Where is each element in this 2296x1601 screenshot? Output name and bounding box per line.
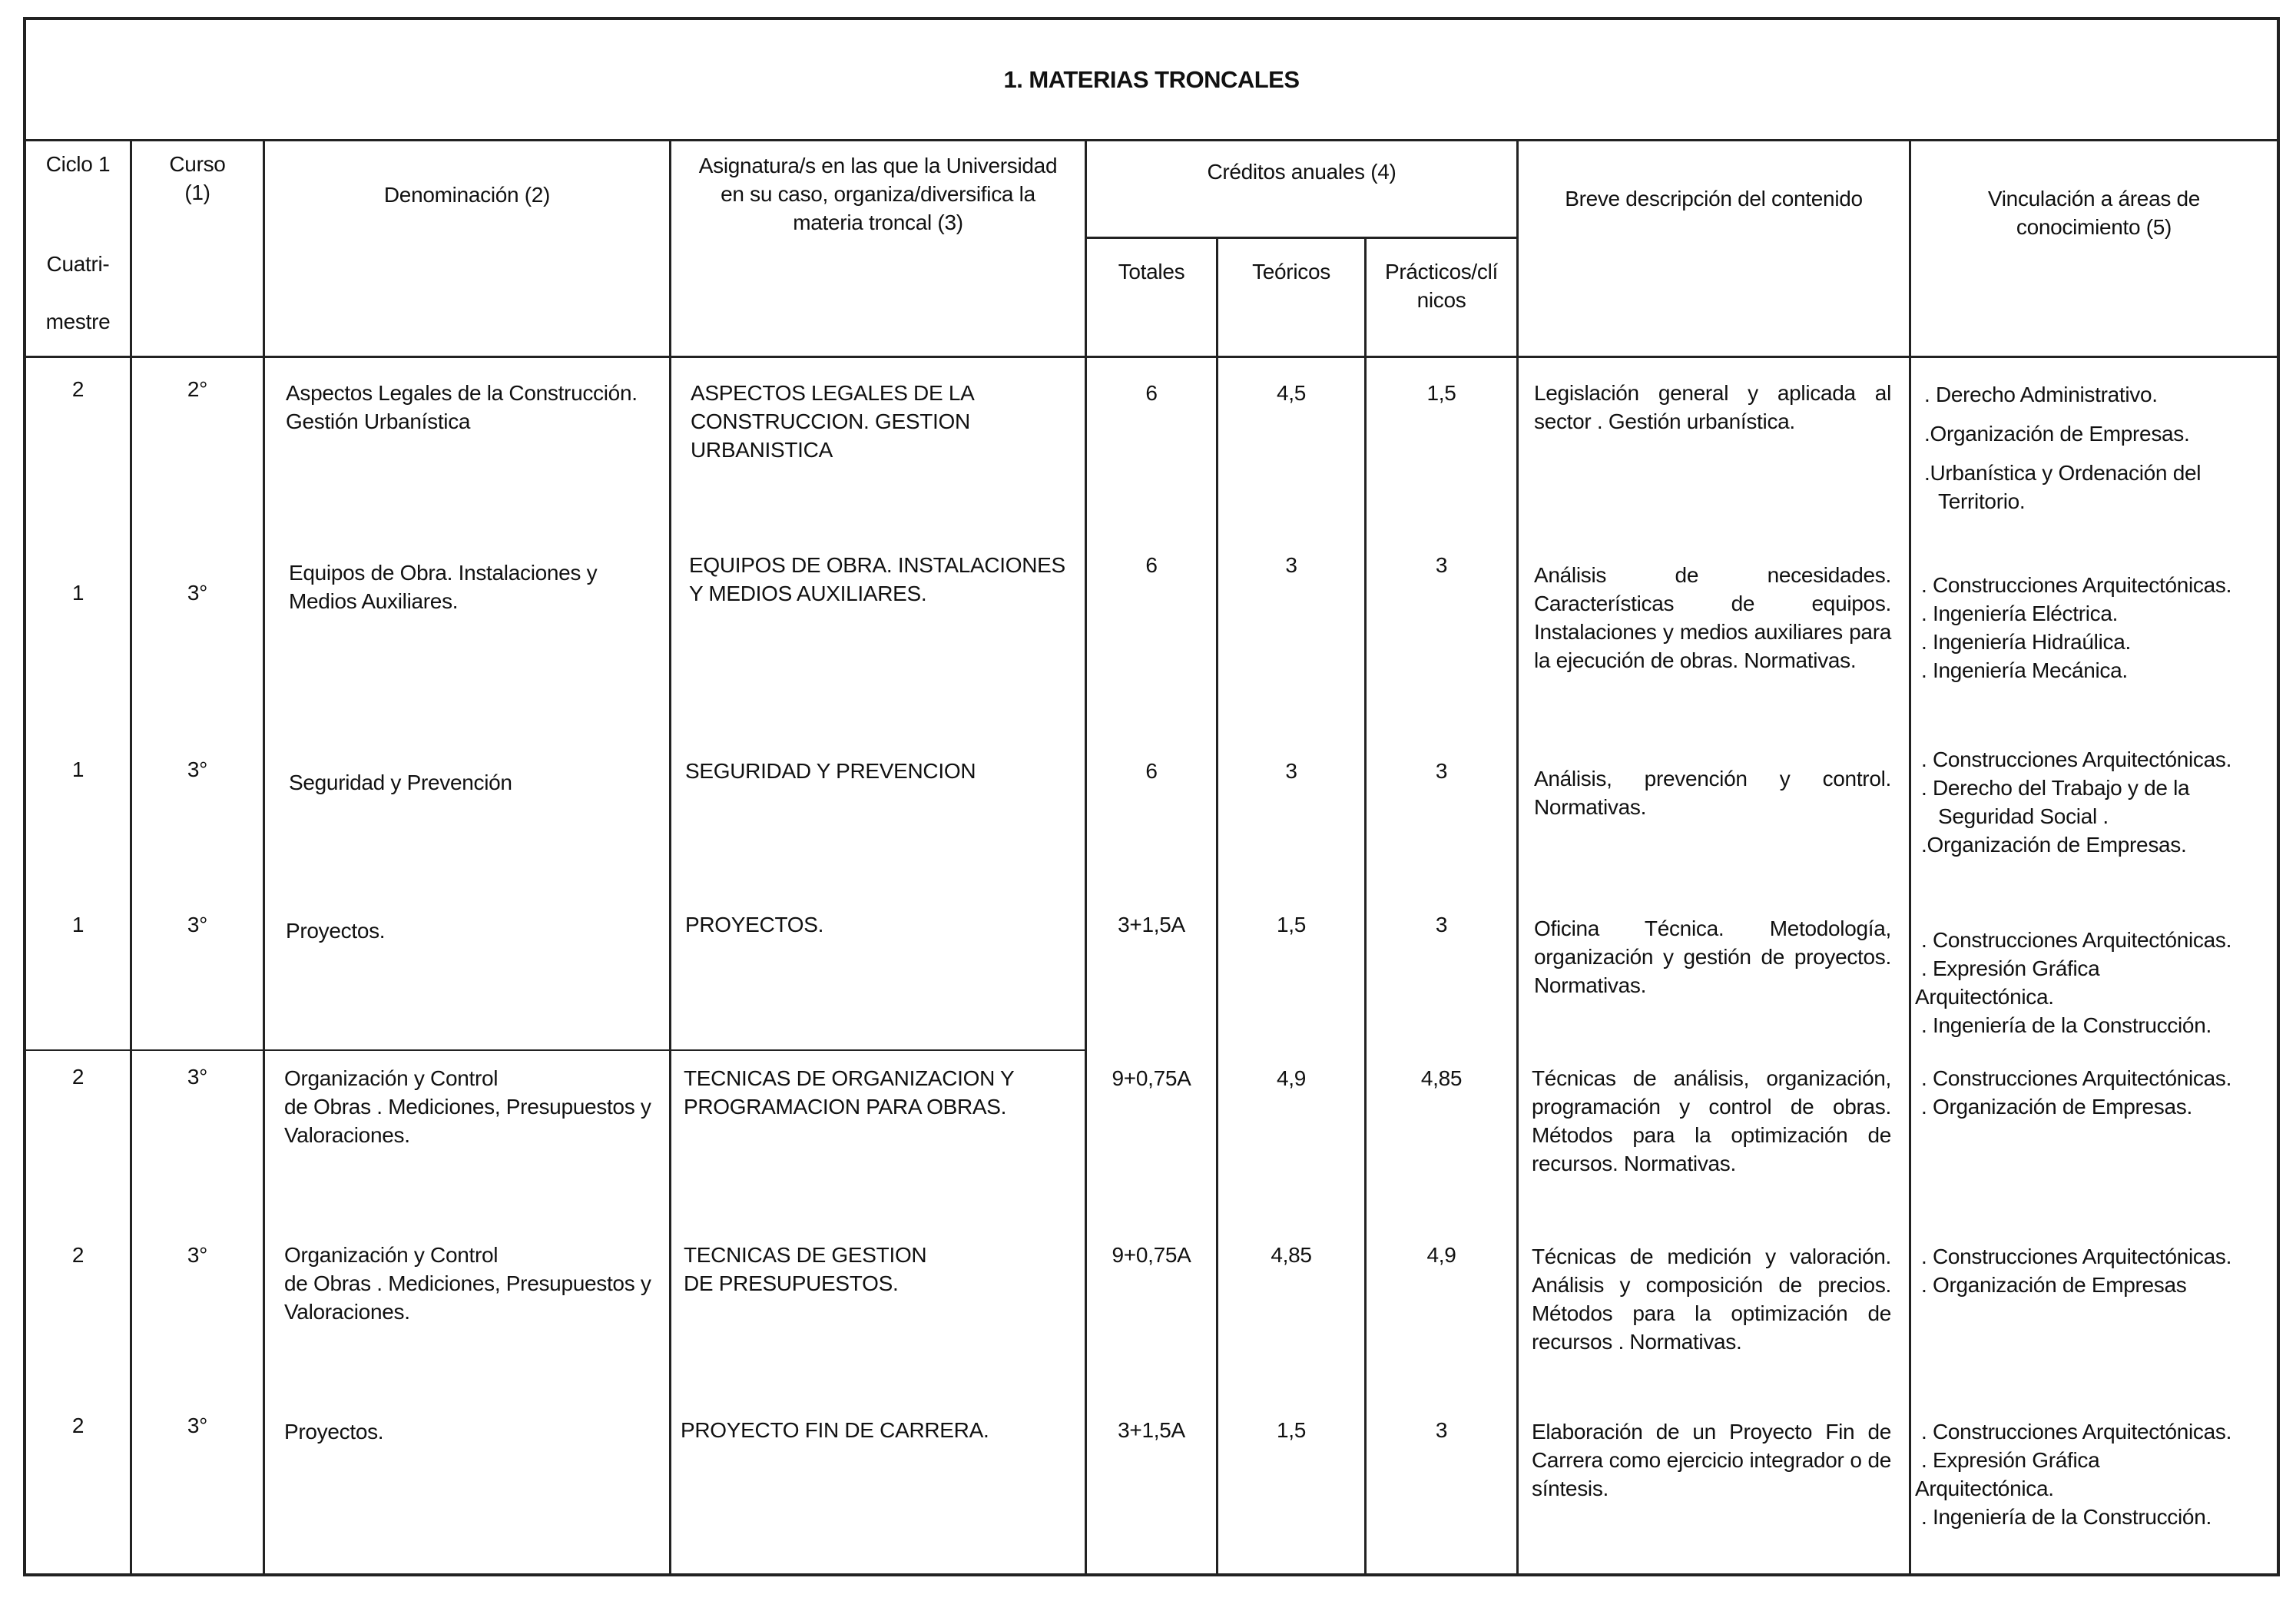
row1-ciclo: 2 — [71, 377, 84, 401]
vinculacion-line: . Derecho del Trabajo y de la — [1921, 775, 2190, 800]
vinculacion-line: .Organización de Empresas. — [1921, 832, 2187, 857]
denominacion-line: de Obras . Mediciones, Presupuestos y — [284, 1094, 651, 1119]
row1-asignatura — [691, 380, 1075, 465]
vinculacion-line: . Expresión Gráfica — [1921, 1447, 2100, 1472]
grid-line — [1085, 237, 1519, 239]
row6-curso: 3° — [187, 1243, 208, 1267]
header-ciclo: Ciclo 1 — [45, 152, 111, 176]
denominacion-line: Gestión Urbanística — [286, 409, 471, 433]
vinculacion-line: Arquitectónica. — [1915, 1476, 2054, 1500]
row3-asignatura — [685, 757, 1069, 786]
vinculacion-line: . Construcciones Arquitectónicas. — [1921, 1245, 2232, 1268]
row4-teoricos: 1,5 — [1276, 913, 1307, 936]
row2-ciclo: 1 — [71, 581, 84, 605]
row1-vinculacion — [1924, 381, 2274, 516]
row6-asignatura — [684, 1241, 1075, 1298]
vinculacion-line: . Construcciones Arquitectónicas. — [1921, 1420, 2232, 1444]
denominacion-line: Valoraciones. — [284, 1299, 410, 1324]
header-vinculacion-line: conocimiento (5) — [2016, 214, 2172, 239]
row1-teoricos: 4,5 — [1276, 381, 1307, 405]
vinculacion-line: . Expresión Gráfica — [1921, 956, 2100, 980]
grid-line — [1216, 237, 1218, 1573]
title-bar — [26, 20, 2277, 141]
asignatura-line: Y MEDIOS AUXILIARES. — [689, 581, 927, 605]
vinculacion-line: . Ingeniería de la Construcción. — [1921, 1504, 2212, 1529]
row6-denominacion — [284, 1241, 668, 1327]
row6-practicos: 4,9 — [1426, 1243, 1456, 1267]
vinculacion-line: Arquitectónica. — [1915, 984, 2054, 1009]
vinculacion-line: Seguridad Social . — [1938, 804, 2109, 828]
vinculacion-line: . Derecho Administrativo. — [1924, 383, 2158, 406]
vinculacion-line: . Ingeniería Eléctrica. — [1921, 601, 2119, 625]
row2-descripcion: Análisis de necesidades. Características de equipos. Instalaciones y medios auxiliares para la ejecución de obras. Normativas. — [1534, 563, 1891, 672]
asignatura-line: ASPECTOS LEGALES DE LA — [691, 381, 975, 405]
grid-line — [669, 139, 671, 1573]
row1-denominacion — [286, 380, 662, 436]
vinculacion-line: . Ingeniería Hidraúlica. — [1921, 629, 2131, 654]
header-vinculacion-line: Vinculación a áreas de — [1987, 187, 2201, 210]
grid-line — [1364, 237, 1367, 1573]
denominacion-line: Proyectos. — [284, 1420, 384, 1444]
header-curso-2: (1) — [184, 181, 210, 204]
vinculacion-line: . Construcciones Arquitectónicas. — [1921, 928, 2232, 952]
grid-line — [1516, 139, 1519, 1573]
vinculacion-line: . Organización de Empresas — [1921, 1272, 2187, 1297]
row4-descripcion: Oficina Técnica. Metodología, organización y gestión de proyectos. Normativas. — [1534, 917, 1891, 997]
asignatura-line: SEGURIDAD Y PREVENCION — [685, 759, 976, 783]
vinculacion-line: . Construcciones Arquitectónicas. — [1921, 1066, 2232, 1090]
grid-line — [130, 139, 132, 1573]
table-title: 1. MATERIAS TRONCALES — [1003, 66, 1300, 93]
row7-totales: 3+1,5A — [1118, 1418, 1185, 1442]
vinculacion-line: . Ingeniería Mecánica. — [1921, 658, 2128, 682]
vinculacion-line: . Organización de Empresas. — [1921, 1094, 2192, 1119]
header-vinculacion — [1911, 185, 2277, 242]
row2-asignatura — [689, 552, 1073, 608]
row3-practicos: 3 — [1435, 759, 1448, 783]
vinculacion-line: Territorio. — [1938, 489, 2026, 513]
row5-ciclo: 2 — [71, 1065, 84, 1089]
row3-teoricos: 3 — [1285, 759, 1297, 783]
row3-curso: 3° — [187, 757, 208, 781]
row2-denominacion — [289, 559, 665, 616]
grid-line — [1909, 139, 1911, 1573]
header-cuatrimestre-2: mestre — [45, 310, 111, 333]
row4-denominacion — [286, 917, 662, 946]
header-asignatura-line: en su caso, organiza/diversifica la — [721, 181, 1035, 206]
denominacion-line: Organización y Control — [284, 1066, 499, 1090]
vinculacion-line: .Urbanística y Ordenación del — [1924, 460, 2202, 485]
header-cuatrimestre-1: Cuatri- — [46, 252, 110, 276]
asignatura-line: DE PRESUPUESTOS. — [684, 1271, 899, 1295]
asignatura-line: CONSTRUCCION. GESTION — [691, 409, 970, 433]
header-practicos-line: nicos — [1416, 287, 1466, 312]
denominacion-line: Aspectos Legales de la Construcción. — [286, 381, 638, 405]
row1-totales: 6 — [1145, 381, 1158, 405]
row2-teoricos: 3 — [1285, 553, 1297, 577]
header-practicos-line: Prácticos/clí — [1384, 260, 1499, 283]
row7-asignatura — [681, 1417, 1072, 1445]
row3-ciclo: 1 — [71, 757, 84, 781]
asignatura-line: PROGRAMACION PARA OBRAS. — [684, 1094, 1007, 1119]
row3-descripcion: Análisis, prevención y control. Normativas. — [1534, 767, 1891, 819]
row2-curso: 3° — [187, 581, 208, 605]
asignatura-line: EQUIPOS DE OBRA. INSTALACIONES — [689, 553, 1065, 577]
row4-asignatura — [685, 911, 1069, 940]
row7-teoricos: 1,5 — [1276, 1418, 1307, 1442]
row3-totales: 6 — [1145, 759, 1158, 783]
header-creditos: Créditos anuales (4) — [1207, 160, 1396, 184]
row5-curso: 3° — [187, 1065, 208, 1089]
row2-practicos: 3 — [1435, 553, 1448, 577]
denominacion-line: Medios Auxiliares. — [289, 588, 459, 613]
header-totales: Totales — [1118, 260, 1185, 283]
row6-vinculacion — [1921, 1243, 2278, 1300]
denominacion-line: de Obras . Mediciones, Presupuestos y — [284, 1271, 651, 1295]
row2-totales: 6 — [1145, 553, 1158, 577]
header-denominacion: Denominación (2) — [383, 183, 551, 207]
row6-teoricos: 4,85 — [1271, 1243, 1312, 1267]
row3-denominacion — [289, 769, 665, 797]
asignatura-line: TECNICAS DE ORGANIZACION Y — [684, 1066, 1015, 1090]
header-asignatura — [671, 152, 1085, 237]
row7-descripcion: Elaboración de un Proyecto Fin de Carrera como ejercicio integrador o de síntesis. — [1532, 1420, 1891, 1500]
row4-curso: 3° — [187, 913, 208, 936]
row4-ciclo: 1 — [71, 913, 84, 936]
row7-practicos: 3 — [1435, 1418, 1448, 1442]
row5-descripcion: Técnicas de análisis, organización, programación y control de obras. Métodos para la optimización de recursos. Normativas. — [1532, 1066, 1891, 1175]
header-asignatura-line: materia troncal (3) — [793, 210, 963, 234]
row6-totales: 9+0,75A — [1112, 1243, 1191, 1267]
row3-vinculacion — [1921, 746, 2278, 860]
grid-line — [26, 356, 2277, 358]
row5-practicos: 4,85 — [1420, 1066, 1463, 1090]
vinculacion-line: .Organización de Empresas. — [1924, 421, 2190, 446]
row5-teoricos: 4,9 — [1276, 1066, 1307, 1090]
header-descripcion: Breve descripción del contenido — [1565, 187, 1863, 210]
row7-curso: 3° — [187, 1414, 208, 1437]
asignatura-line: PROYECTO FIN DE CARRERA. — [681, 1418, 989, 1442]
denominacion-line: Equipos de Obra. Instalaciones y — [289, 561, 598, 585]
vinculacion-line: . Ingeniería de la Construcción. — [1921, 1013, 2212, 1037]
vinculacion-line: . Construcciones Arquitectónicas. — [1921, 747, 2232, 771]
denominacion-line: Organización y Control — [284, 1243, 499, 1267]
asignatura-line: TECNICAS DE GESTION — [684, 1243, 927, 1267]
row5-asignatura — [684, 1065, 1075, 1122]
row2-vinculacion — [1921, 572, 2278, 685]
grid-line — [263, 139, 265, 1573]
asignatura-line: PROYECTOS. — [685, 913, 824, 936]
materias-troncales-table — [23, 17, 2280, 1576]
vinculacion-line: . Construcciones Arquitectónicas. — [1921, 573, 2232, 597]
row4-vinculacion — [1915, 926, 2278, 1040]
row6-descripcion: Técnicas de medición y valoración. Análisis y composición de precios. Métodos para la optimización de recursos . Normativas. — [1532, 1245, 1891, 1354]
row6-ciclo: 2 — [71, 1243, 84, 1267]
row1-curso: 2° — [187, 377, 208, 401]
row1-descripcion: Legislación general y aplicada al sector . Gestión urbanística. — [1534, 381, 1891, 433]
header-curso-1: Curso — [169, 152, 226, 176]
denominacion-line: Valoraciones. — [284, 1122, 410, 1147]
row7-ciclo: 2 — [71, 1414, 84, 1437]
row5-vinculacion — [1921, 1065, 2278, 1122]
denominacion-line: Proyectos. — [286, 919, 386, 943]
row1-practicos: 1,5 — [1426, 381, 1456, 405]
row7-vinculacion — [1915, 1418, 2278, 1532]
grid-line — [26, 1049, 1086, 1051]
row4-totales: 3+1,5A — [1118, 913, 1185, 936]
row7-denominacion — [284, 1418, 668, 1447]
row5-denominacion — [284, 1065, 668, 1150]
asignatura-line: URBANISTICA — [691, 437, 833, 462]
denominacion-line: Seguridad y Prevención — [289, 771, 512, 794]
row4-practicos: 3 — [1435, 913, 1448, 936]
row5-totales: 9+0,75A — [1112, 1066, 1191, 1090]
header-teoricos: Teóricos — [1252, 260, 1330, 283]
header-asignatura-line: Asignatura/s en las que la Universidad — [698, 154, 1058, 177]
grid-line — [1085, 139, 1087, 1573]
header-practicos — [1367, 258, 1516, 315]
